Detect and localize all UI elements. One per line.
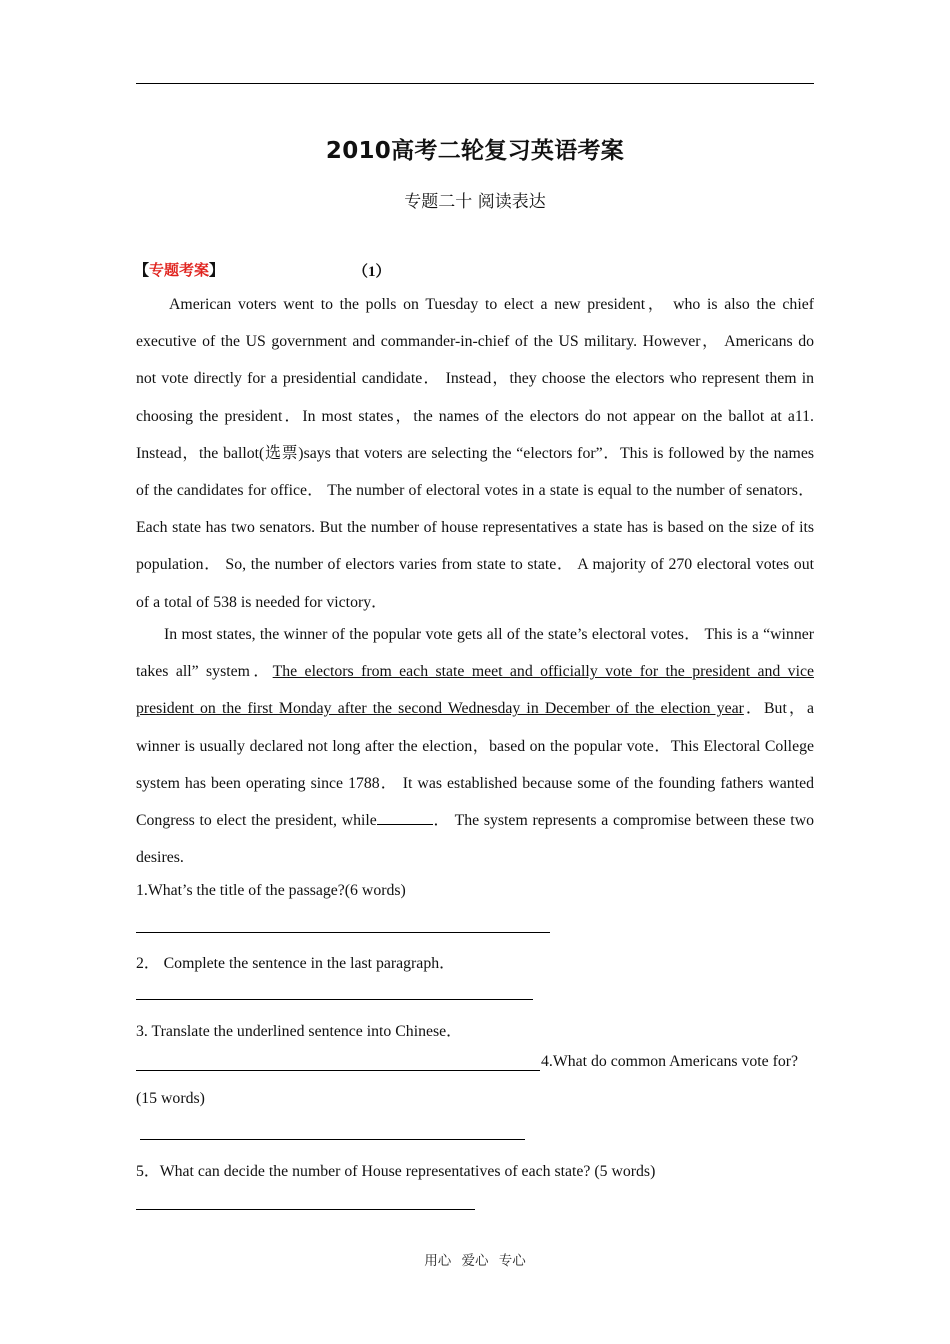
answer-line-4[interactable] — [140, 1139, 525, 1140]
question-5: 5．What can decide the number of House representatives of each state? (5 words) — [136, 1163, 656, 1180]
passage-paragraph-2-text — [136, 616, 814, 876]
p2-middle: ．But，a winner is usually declared not long after the election，based on the popular vote．This Electoral College system has been operating since 1788． It was established because some of the founding fathers wanted Congress to elect the president, while — [136, 700, 814, 830]
passage-paragraph-2 — [136, 616, 814, 876]
question-3: 3. Translate the underlined sentence into Chinese． — [136, 1023, 462, 1040]
question-4: 4.What do common Americans vote for? — [541, 1053, 799, 1070]
header-rule — [136, 83, 814, 84]
question-1: 1.What’s the title of the passage?(6 words) — [136, 882, 406, 899]
answer-line-5[interactable] — [136, 1209, 475, 1210]
page-subtitle: 专题二十 阅读表达 — [404, 192, 546, 212]
answer-line-3[interactable] — [136, 1070, 540, 1071]
page-footer: 用心 爱心 专心 — [424, 1253, 526, 1269]
section-label — [134, 259, 224, 280]
question-2: 2． Complete the sentence in the last paragraph． — [136, 955, 455, 972]
answer-line-2[interactable] — [136, 999, 533, 1000]
answer-line-1[interactable] — [136, 932, 550, 933]
p2-end: ． The system represents a compromise between these two desires. — [136, 812, 814, 867]
passage-paragraph-1 — [136, 286, 814, 621]
bracket-close: 】 — [209, 261, 225, 279]
fill-in-blank[interactable] — [377, 811, 433, 825]
section-label-text: 专题考案 — [149, 261, 210, 279]
page-title: 2010高考二轮复习英语考案 — [325, 138, 625, 164]
passage-paragraph-1-text: American voters went to the polls on Tuesday to elect a new president， who is also the chief executive of the US government and commander-in-chief of the US military. However， Americans do not vote directly for a presidential candidate． Instead，they choose the electors who represent them in choosing the president．In most states，the names of the electors do not appear on the ballot at a11. Instead，the ballot(选票)says that voters are selecting the “electors for”．This is followed by the names of the candidates for office． The number of electoral votes in a state is equal to the number of senators．Each state has two senators. But the number of house representatives a state has is based on the size of its population． So, the number of electors varies from state to state． A majority of 270 electoral votes out of a total of 538 is needed for victory． — [136, 296, 814, 611]
underlined-sentence: The electors from each state meet and officially vote for the president and vice president on the first Monday after the second Wednesday in December of the election year — [136, 663, 814, 718]
section-number: （1） — [353, 264, 391, 280]
p2-intro: In most states, the winner of the popular vote gets all of the state’s electoral votes． This is a “winner takes all” system． — [136, 626, 814, 681]
question-4-word-limit: (15 words) — [136, 1090, 205, 1107]
bracket-open: 【 — [134, 261, 150, 279]
